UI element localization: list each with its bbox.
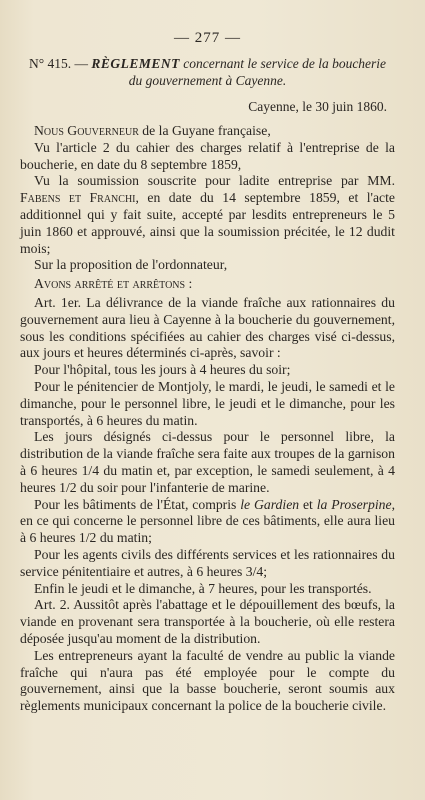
paragraph [20,497,395,547]
paragraph: Vu l'article 2 du cahier des charges relatif à l'entreprise de la boucherie, en date du 8 septembre 1859, [20,139,395,172]
page-number: — 277 — [174,30,241,46]
paragraph-text: Vu la soumission souscrite pour ladite entreprise par MM. [34,173,395,189]
dateline: Cayenne, le 30 juin 1860. [248,99,387,114]
paragraph-text: Pour les bâtiments de l'État, compris [34,496,241,512]
governor-title: Nous Gouverneur [34,123,139,138]
paragraph-text: , en ce qui concerne le personnel libre de ces bâtiments, elle aura lieu à 6 heures 1/2 du matin; [20,496,395,546]
paragraph: Pour l'hôpital, tous les jours à 4 heures du soir; [34,362,291,378]
article-1: Art. 1er. La délivrance de la viande fraîche aux rationnaires du gouvernement aura lieu à Cayenne à la boucherie du gouvernement, sous les conditions spécifiées au cahier des charges visé ci-dessus, aux jours et heures déterminés ci-après, savoir : [20,294,395,361]
heading-title-line1: concernant le service de la boucherie [183,56,387,71]
paragraph [20,123,395,140]
ship-name: la Proserpine [316,496,392,512]
enacting-formula: Avons arrêté et arrêtons : [34,276,193,292]
heading-dash: — [74,56,88,71]
paragraph: Les entrepreneurs ayant la faculté de vendre au public la viande fraîche qui n'aura pas été employée pour le compte du gouvernement, ainsi que la basse boucherie, seront soumis aux règlements municipaux concernant la police de la boucherie civile. [20,647,395,714]
paragraph: Sur la proposition de l'ordonnateur, [34,257,228,273]
document-body [20,123,395,715]
paragraph: Pour le pénitencier de Montjoly, le mardi, le jeudi, le samedi et le dimanche, pour le personnel libre, le jeudi et le dimanche, pour les transportés, à 6 heures du matin. [20,378,395,428]
document-heading [20,55,395,89]
heading-title-line2: du gouvernement à Cayenne. [128,73,287,88]
decree-number: N° 415. [28,56,72,71]
heading-keyword: RÈGLEMENT [91,56,180,71]
paragraph-text: et [299,496,317,512]
paragraph-text: de la Guyane française, [138,123,271,138]
paragraph: Pour les agents civils des différents services et les rationnaires du service pénitentiaire et autres, à 6 heures 3/4; [20,546,395,579]
paragraph: Les jours désignés ci-dessus pour le personnel libre, la distribution de la viande fraîche sera faite aux troupes de la garnison à 6 heures 1/4 du matin et, par exception, le samedi seulement, à 4 heures 1/2 du soir pour l'infanterie de marine. [20,429,395,495]
paragraph-text: , en date du 14 septembre 1859, et l'acte additionnel qui y fait suite, accepté par lesdits entrepreneurs le 5 juin 1860 et approuvé, ainsi que la soumission précitée, le 12 dudit mois; [20,190,396,256]
entrepreneur-names: Fabens et Franchi [20,190,136,206]
article-2: Art. 2. Aussitôt après l'abattage et le dépouillement des bœufs, la viande en provenant sera transportée à la boucherie, où elle restera déposée jusqu'au moment de la distribution. [20,597,395,646]
paragraph: Enfin le jeudi et le dimanche, à 7 heures, pour les transportés. [34,580,372,596]
ship-name: le Gardien [240,496,300,512]
paragraph [20,173,395,257]
